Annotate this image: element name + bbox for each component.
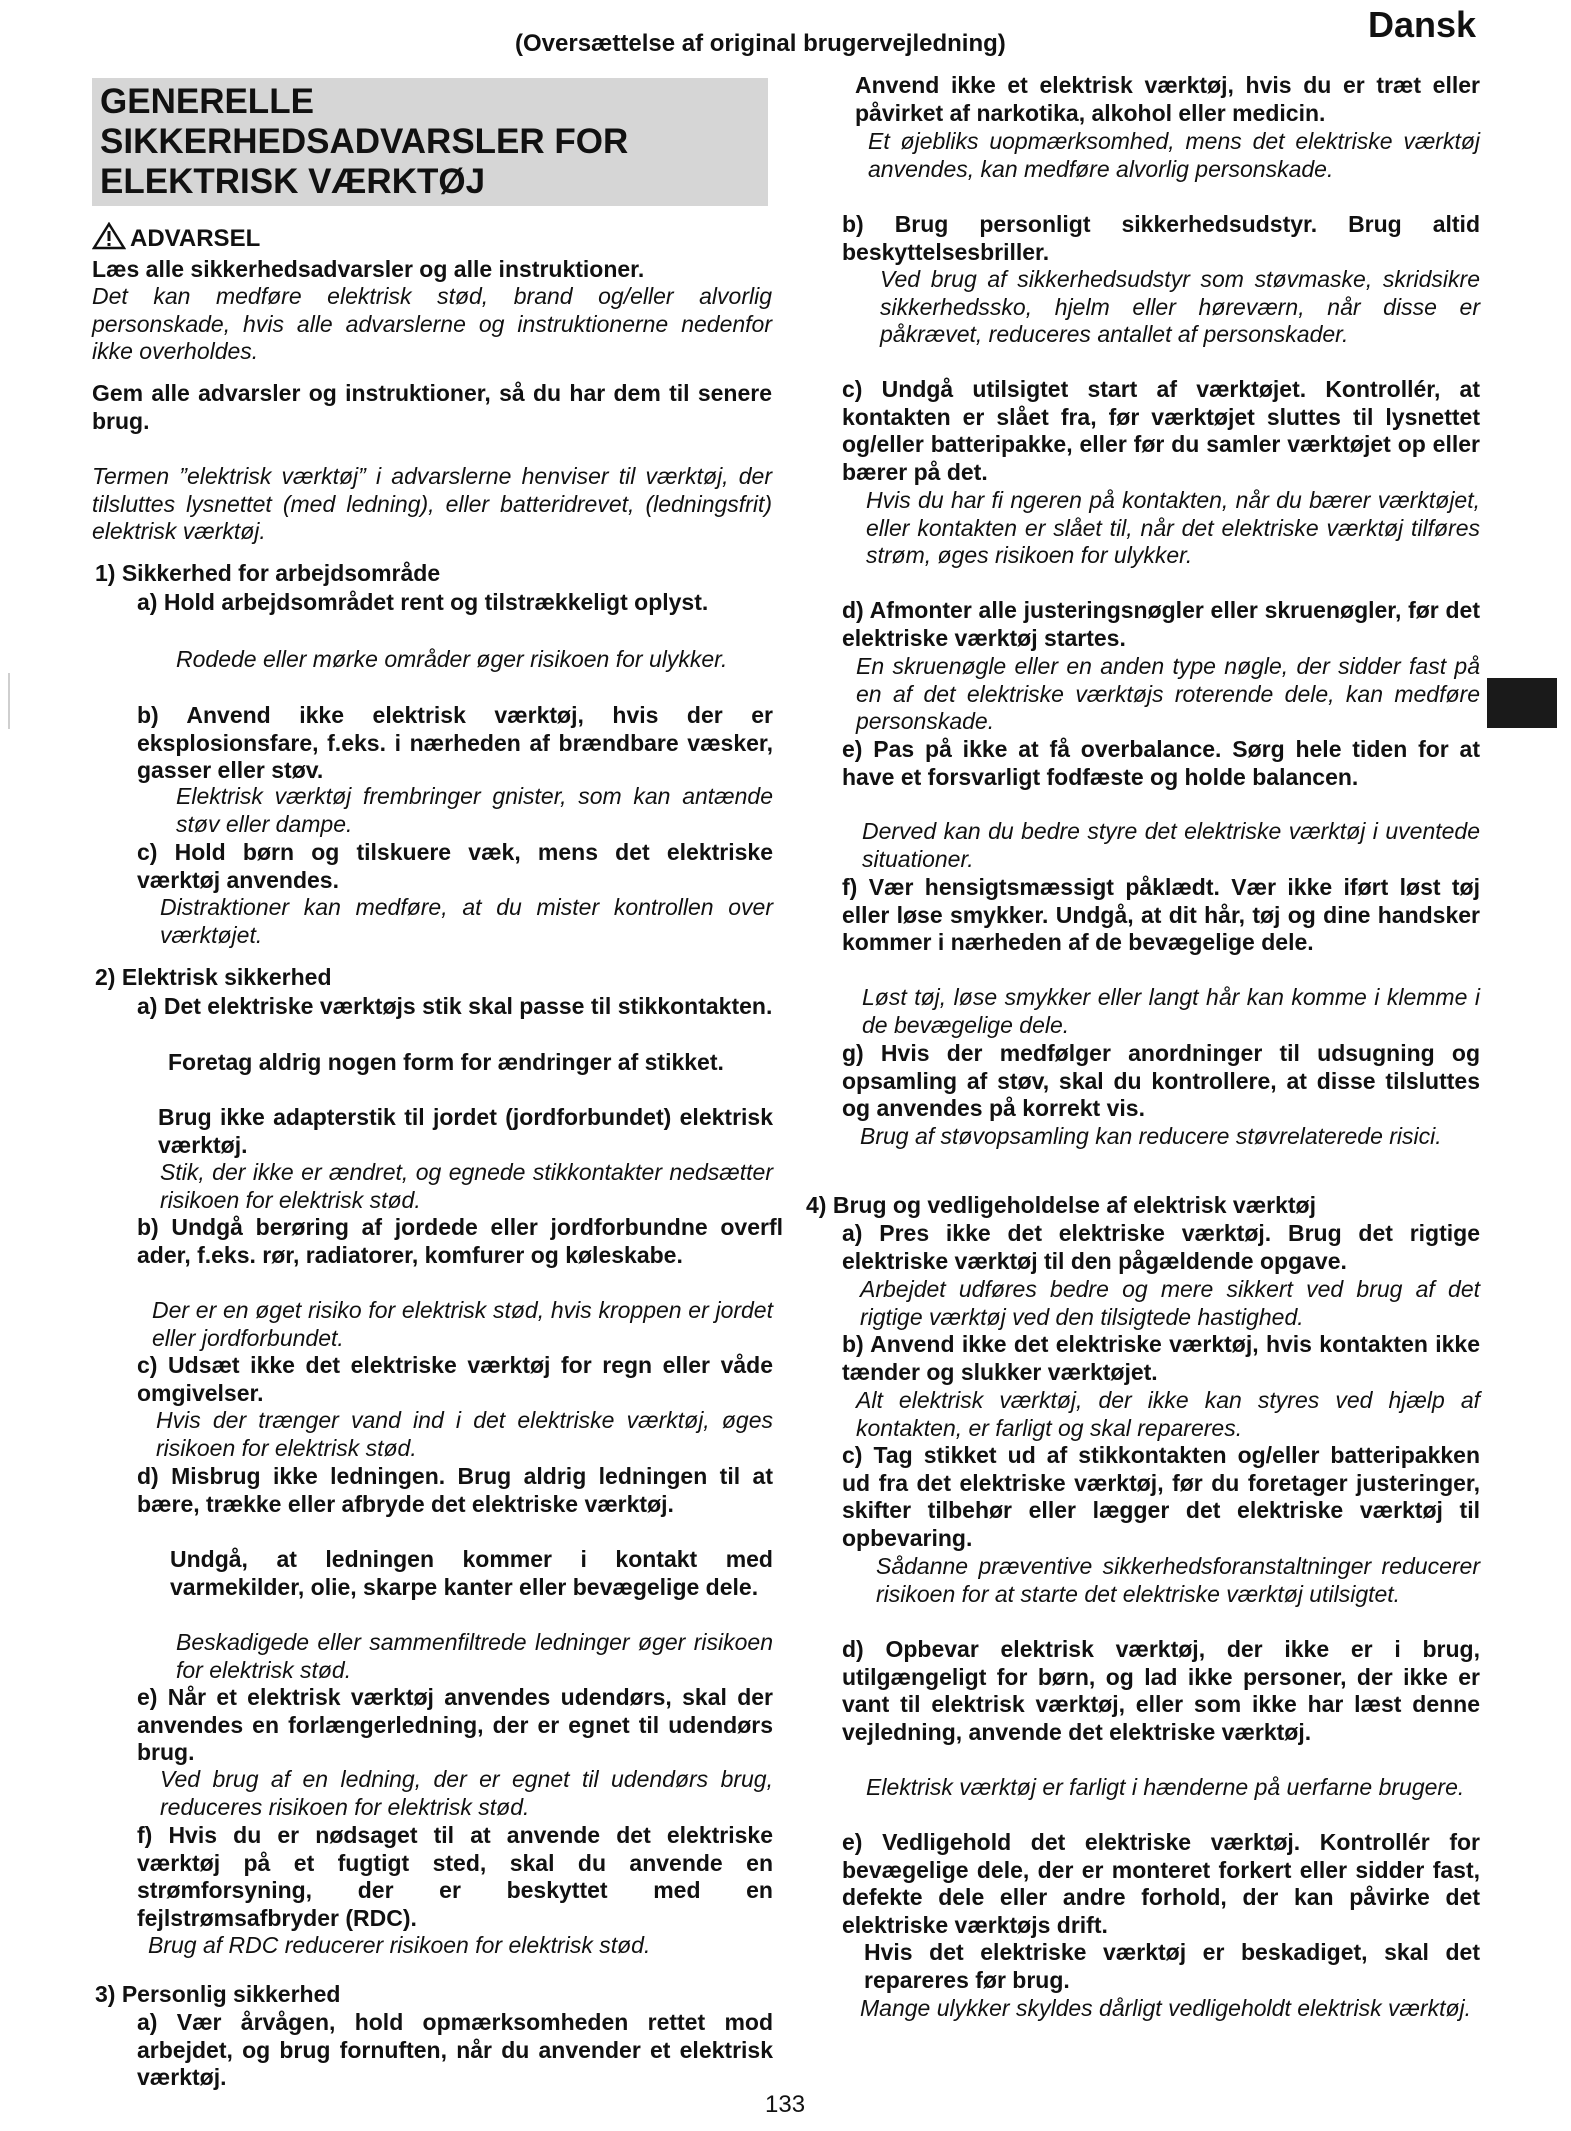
section-heading: 2) Elektrisk sikkerhed xyxy=(95,964,332,990)
list-item: c) Hold børn og tilskuere væk, mens det elektriske værktøj anvendes. xyxy=(137,839,773,893)
list-item: e) Vedligehold det elektriske værktøj. Kontrollér for bevægelige dele, der er monteret forkert eller sidder fast, defekte dele eller andre forhold, der kan påvirke det elektriske værktøjs drift. xyxy=(842,1829,1480,1938)
list-item: f) Vær hensigtsmæssigt påklædt. Vær ikke iført løst tøj eller løse smykker. Undgå, at dit hår, tøj og dine handsker kommer i nærheden af de bevægelige dele. xyxy=(842,874,1480,955)
list-item-note: Elektrisk værktøj er farligt i hænderne på uerfarne brugere. xyxy=(866,1774,1465,1800)
list-item: b) Anvend ikke det elektriske værktøj, hvis kontakten ikke tænder og slukker værktøjet. xyxy=(842,1331,1480,1385)
list-item: d) Misbrug ikke ledningen. Brug aldrig ledningen til at bære, trække eller afbryde det elektriske værktøj. xyxy=(137,1463,773,1517)
title-line: SIKKERHEDSADVARSLER FOR xyxy=(100,122,629,161)
list-item-note: Hvis du har fi ngeren på kontakten, når du bærer værktøjet, eller kontakten er slået til, når det elektriske værktøj tilføres strøm, øges risikoen for ulykker. xyxy=(866,487,1480,568)
list-item: d) Opbevar elektrisk værktøj, der ikke er i brug, utilgængeligt for børn, og lad ikke personer, der ikke er vant til elektrisk værktøj, eller som ikke har læst denne vejledning, anvende det elektriske værktøj. xyxy=(842,1636,1480,1745)
list-item-note: Brug af RDC reducerer risikoen for elektrisk stød. xyxy=(148,1932,651,1958)
language-label: Dansk xyxy=(1368,4,1477,45)
list-item-note: Elektrisk værktøj frembringer gnister, som kan antænde støv eller dampe. xyxy=(176,783,773,837)
warning-triangle-icon xyxy=(92,222,126,250)
warning-text: Det kan medføre elektrisk stød, brand og/eller alvorlig personskade, hvis alle advarslerne og instruktionerne nedenfor ikke overholdes. xyxy=(92,283,772,364)
keep-instructions: Gem alle advarsler og instruktioner, så du har dem til senere brug. xyxy=(92,380,772,434)
term-definition: Termen ”elektrisk værktøj” i advarslerne henviser til værktøj, der tilsluttes lysnettet (med ledning), eller batteridrevet, (ledningsfrit) elektrisk værktøj. xyxy=(92,463,772,544)
page-number: 133 xyxy=(765,2091,806,2118)
list-item-note: Stik, der ikke er ændret, og egnede stikkontakter nedsætter risikoen for elektrisk stød. xyxy=(160,1159,773,1213)
title-line: GENERELLE xyxy=(100,82,314,121)
list-item-note: Et øjebliks uopmærksomhed, mens det elektriske værktøj anvendes, kan medføre alvorlig personskade. xyxy=(868,128,1480,182)
list-item-detail: Hvis det elektriske værktøj er beskadiget, skal det repareres før brug. xyxy=(864,1939,1480,1993)
section-heading: 4) Brug og vedligeholdelse af elektrisk værktøj xyxy=(806,1192,1316,1218)
list-item: b) Anvend ikke elektrisk værktøj, hvis der er eksplosionsfare, f.eks. i nærheden af brændbare væsker, gasser eller støv. xyxy=(137,702,773,783)
list-item-note: Distraktioner kan medføre, at du mister kontrollen over værktøjet. xyxy=(160,894,773,948)
list-item: c) Undgå utilsigtet start af værktøjet. Kontrollér, at kontakten er slået fra, før værktøjet sluttes til lysnettet og/eller batteripakke, eller før du samler værktøjet op eller bærer på det. xyxy=(842,376,1480,485)
list-item: f) Hvis du er nødsaget til at anvende det elektriske værktøj på et fugtigt sted, skal du anvende en strømforsyning, der er beskyttet med en fejlstrømsafbryder (RDC). xyxy=(137,1822,773,1931)
list-item: b) Brug personligt sikkerhedsudstyr. Brug altid beskyttelsesbriller. xyxy=(842,211,1480,265)
list-item: b) Undgå berøring af jordede eller jordforbundne overfl ader, f.eks. rør, radiatorer, komfurer og køleskabe. xyxy=(137,1214,783,1268)
list-item-note: Mange ulykker skyldes dårligt vedligeholdt elektrisk værktøj. xyxy=(860,1995,1472,2021)
list-item-note: En skruenøgle eller en anden type nøgle, der sidder fast på en af det elektriske værktøjs roterende dele, kan medføre personskade. xyxy=(856,653,1480,734)
list-item-note: Alt elektrisk værktøj, der ikke kan styres ved hjælp af kontakten, er farligt og skal repareres. xyxy=(856,1387,1480,1441)
page-title xyxy=(92,78,768,206)
list-item: a) Det elektriske værktøjs stik skal passe til stikkontakten. xyxy=(137,993,773,1019)
list-item-detail: Foretag aldrig nogen form for ændringer af stikket. xyxy=(168,1049,724,1075)
list-item-note: Hvis der trænger vand ind i det elektriske værktøj, øges risikoen for elektrisk stød. xyxy=(156,1407,773,1461)
list-item-detail: Undgå, at ledningen kommer i kontakt med varmekilder, olie, skarpe kanter eller bevægelige dele. xyxy=(170,1546,773,1600)
translation-subtitle: (Oversættelse af original brugervejledning) xyxy=(515,30,1006,57)
list-item-note: Sådanne præventive sikkerhedsforanstaltninger reducerer risikoen for at starte det elektriske værktøj utilsigtet. xyxy=(876,1553,1480,1607)
list-item-note: Beskadigede eller sammenfiltrede ledninger øger risikoen for elektrisk stød. xyxy=(176,1629,773,1683)
list-item: a) Vær årvågen, hold opmærksomheden rettet mod arbejdet, og brug fornuften, når du anvender et elektrisk værktøj. xyxy=(137,2009,773,2090)
title-line: ELEKTRISK VÆRKTØJ xyxy=(100,162,486,201)
list-item-note: Ved brug af en ledning, der er egnet til udendørs brug, reduceres risikoen for elektrisk stød. xyxy=(160,1766,773,1820)
list-item: d) Afmonter alle justeringsnøgler eller skruenøgler, før det elektriske værktøj startes. xyxy=(842,597,1480,651)
list-item-detail: Anvend ikke et elektrisk værktøj, hvis du er træt eller påvirket af narkotika, alkohol eller medicin. xyxy=(855,72,1480,126)
list-item-note: Brug af støvopsamling kan reducere støvrelaterede risici. xyxy=(860,1123,1442,1149)
section-heading: 1) Sikkerhed for arbejdsområde xyxy=(95,560,441,586)
list-item-note: Ved brug af sikkerhedsudstyr som støvmaske, skridsikre sikkerhedssko, hjelm eller høreværn, når disse er påkrævet, reduceres antallet af personskader. xyxy=(880,266,1480,347)
list-item-note: Løst tøj, løse smykker eller langt hår kan komme i klemme i de bevægelige dele. xyxy=(862,984,1480,1038)
list-item: c) Tag stikket ud af stikkontakten og/eller batteripakken ud fra det elektriske værktøj, før du foretager justeringer, skifter tilbehør eller lægger det elektriske værktøj til opbevaring. xyxy=(842,1442,1480,1551)
list-item-note: Rodede eller mørke områder øger risikoen for ulykker. xyxy=(176,646,728,672)
list-item: e) Pas på ikke at få overbalance. Sørg hele tiden for at have et forsvarligt fodfæste og holde balancen. xyxy=(842,736,1480,790)
warning-label xyxy=(92,222,260,253)
language-tab-marker xyxy=(1487,678,1557,728)
list-item-note: Der er en øget risiko for elektrisk stød, hvis kroppen er jordet eller jordforbundet. xyxy=(152,1297,773,1351)
margin-line xyxy=(8,673,10,729)
list-item: c) Udsæt ikke det elektriske værktøj for regn eller våde omgivelser. xyxy=(137,1352,773,1406)
list-item: g) Hvis der medfølger anordninger til udsugning og opsamling af støv, skal du kontrollere, at disse tilsluttes og anvendes på korrekt vis. xyxy=(842,1040,1480,1121)
list-item: e) Når et elektrisk værktøj anvendes udendørs, skal der anvendes en forlængerledning, der er egnet til udendørs brug. xyxy=(137,1684,773,1765)
warning-heading: Læs alle sikkerhedsadvarsler og alle instruktioner. xyxy=(92,256,645,282)
list-item: a) Hold arbejdsområdet rent og tilstrækkeligt oplyst. xyxy=(137,589,709,615)
warning-label-text: ADVARSEL xyxy=(130,225,261,252)
list-item-detail: Brug ikke adapterstik til jordet (jordforbundet) elektrisk værktøj. xyxy=(158,1104,773,1158)
list-item-note: Derved kan du bedre styre det elektriske værktøj i uventede situationer. xyxy=(862,818,1480,872)
section-heading: 3) Personlig sikkerhed xyxy=(95,1981,341,2007)
list-item: a) Pres ikke det elektriske værktøj. Brug det rigtige elektriske værktøj til den pågældende opgave. xyxy=(842,1220,1480,1274)
list-item-note: Arbejdet udføres bedre og mere sikkert ved brug af det rigtige værktøj ved den tilsigtede hastighed. xyxy=(860,1276,1480,1330)
